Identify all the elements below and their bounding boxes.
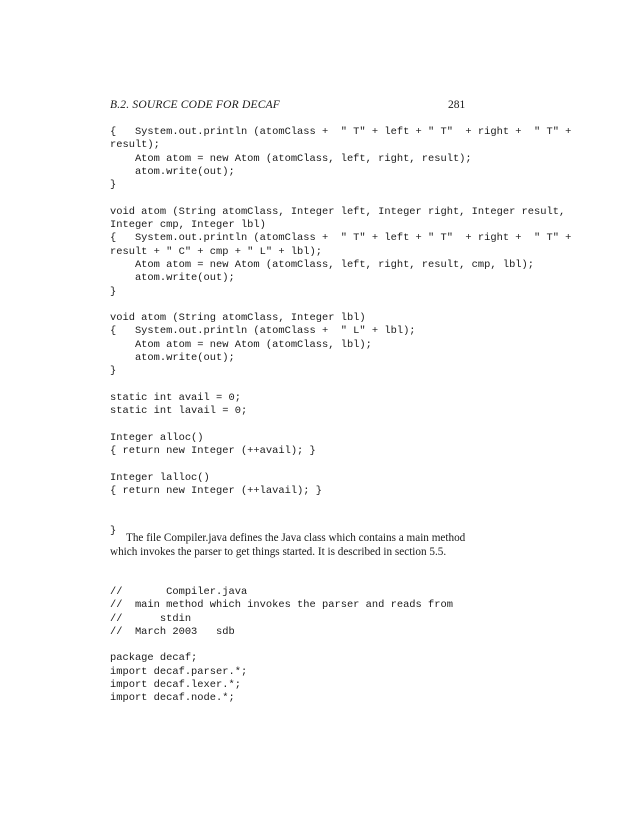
body-paragraph	[110, 531, 470, 560]
page-number: 281	[448, 99, 466, 111]
running-header: B.2. SOURCE CODE FOR DECAF	[110, 99, 281, 111]
paragraph-line: The file Compiler.java defines the Java class which contains a main method	[126, 532, 466, 544]
code-listing-compiler-header: // Compiler.java // main method which invokes the parser and reads from // stdin // March 2003 sdb package decaf; import decaf.parser.*; import decaf.lexer.*; import decaf.node.*;	[110, 586, 453, 705]
paragraph-line: which invokes the parser to get things started. It is described in section 5.5.	[110, 546, 447, 559]
code-listing-atom-methods: { System.out.println (atomClass + " T" + left + " T" + right + " T" + result); Atom atom = new Atom (atomClass, left, right, result); atom.write(out); } void atom (String atomClass, Integer left, Integer right, Integer result, Integer cmp, Integer lbl) { System.out.println (atomClass + " T" + left + " T" + right + " T" + result + " C" + cmp + " L" + lbl); Atom atom = new Atom (atomClass, left, right, result, cmp, lbl); atom.write(out); } void atom (String atomClass, Integer lbl) { System.out.println (atomClass + " L" + lbl); Atom atom = new Atom (atomClass, lbl); atom.write(out); } static int avail = 0; static int lavail = 0; Integer alloc() { return new Integer (++avail); } Integer lalloc() { return new Integer (++lavail); } }	[110, 126, 572, 537]
